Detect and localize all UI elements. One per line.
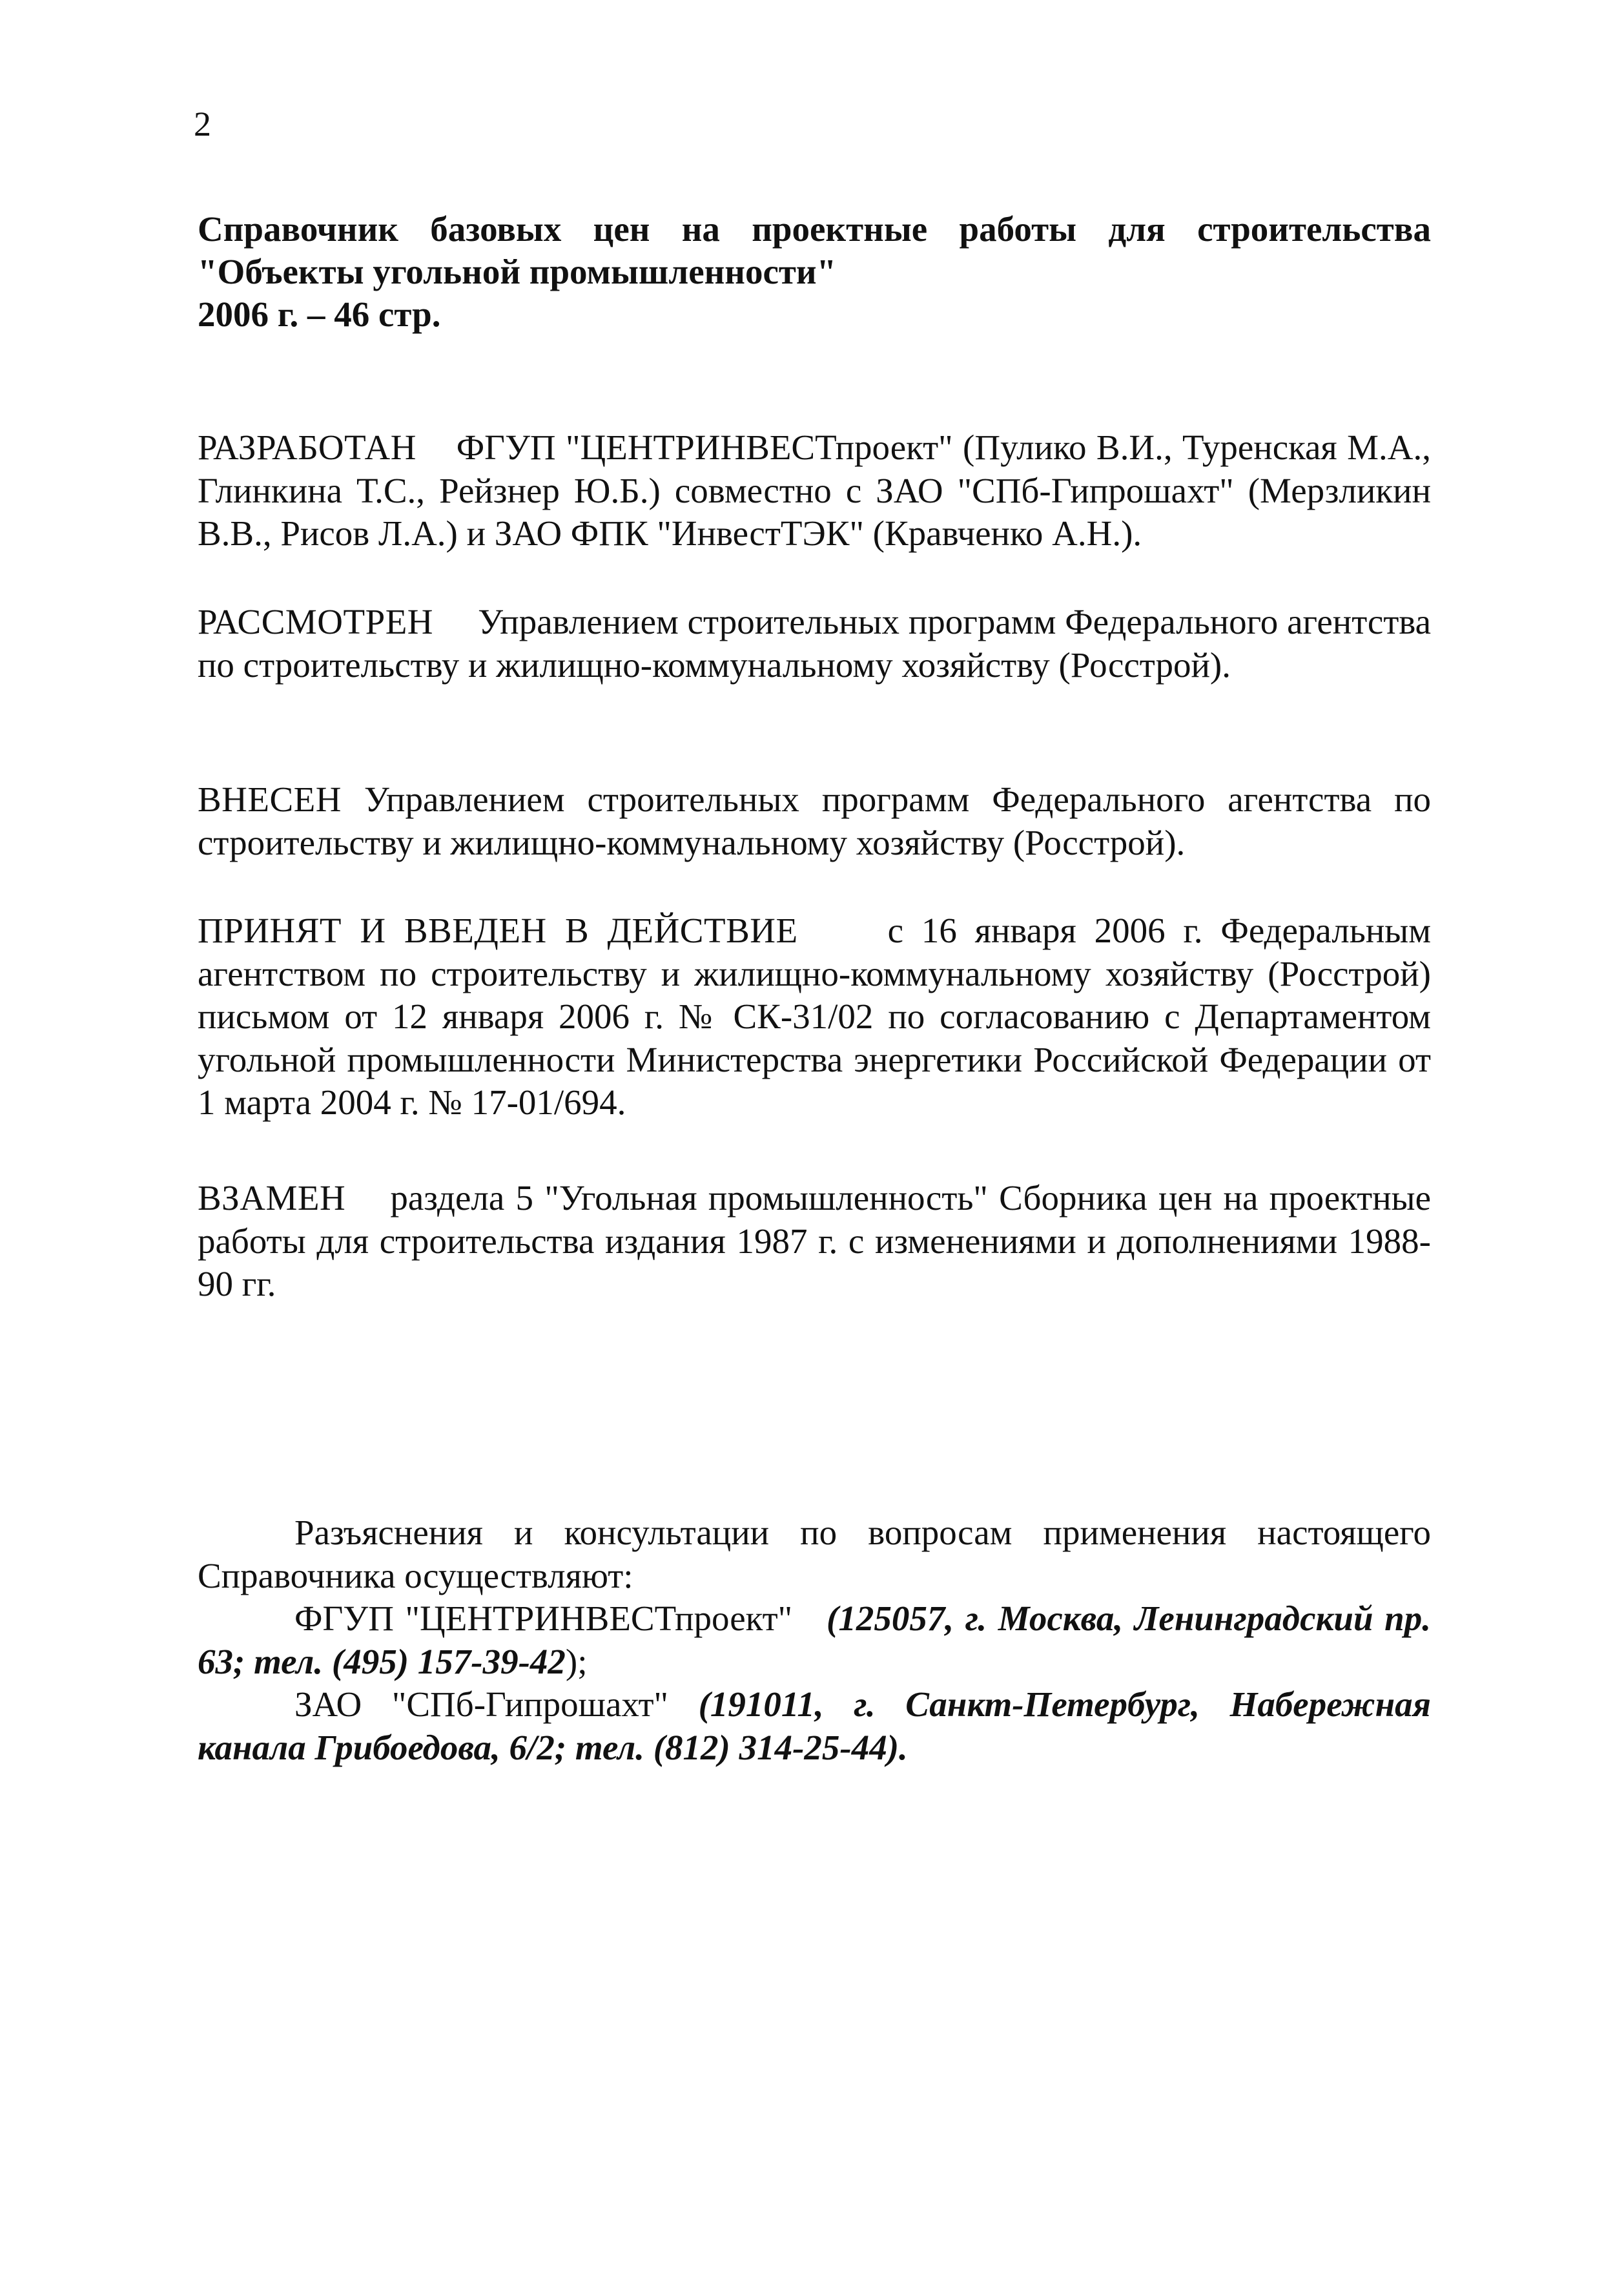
contacts-block — [198, 1511, 1431, 1769]
contacts-intro: Разъяснения и консультации по вопросам применения настоящего Справочника осуществляют: — [198, 1513, 1431, 1595]
contact-org1-address: (125057, г. Москва, Ленинградский пр. 63; тел. (495) 157-39-42 — [198, 1599, 1432, 1681]
section-adopted — [198, 909, 1431, 1124]
section-adopted-lead: ПРИНЯТ И ВВЕДЕН В ДЕЙСТВИЕ — [198, 911, 798, 950]
section-developed-lead: РАЗРАБОТАН — [198, 428, 416, 467]
section-reviewed — [198, 601, 1431, 687]
contact-org1 — [198, 1597, 1431, 1683]
contact-org1-name: ФГУП "ЦЕНТРИНВЕСТпроект" — [294, 1599, 793, 1638]
section-developed — [198, 426, 1431, 555]
document-header — [198, 208, 1431, 336]
section-submitted-lead: ВНЕСЕН — [198, 780, 342, 819]
document-year-pages: 2006 г. – 46 стр. — [198, 295, 441, 334]
section-replaces-lead: ВЗАМЕН — [198, 1178, 346, 1218]
section-reviewed-text: Управлением строительных программ Федерального агентства по строительству и жилищно-коммунальному хозяйству (Росстрой). — [198, 602, 1432, 685]
section-submitted-text: Управлением строительных программ Федерального агентства по строительству и жилищно-коммунальному хозяйству (Росстрой). — [198, 780, 1431, 862]
contact-org1-end: ); — [565, 1641, 588, 1681]
page-number: 2 — [194, 105, 211, 143]
document-subtitle: "Объекты угольной промышленности" — [198, 252, 837, 291]
section-developed-text: ФГУП "ЦЕНТРИНВЕСТпроект" (Пулико В.И., Туренская М.А., Глинкина Т.С., Рейзнер Ю.Б.) совместно с ЗАО "СПб-Гипрошахт" (Мерзликин В.В., Рисов Л.А.) и ЗАО ФПК "ИнвестТЭК" (Кравченко А.Н.). — [198, 428, 1432, 553]
contact-org2 — [198, 1683, 1431, 1769]
contact-org2-address: (191011, г. Санкт-Петербург, Набережная канала Грибоедова, 6/2; тел. (812) 314-25-44). — [198, 1684, 1431, 1767]
document-title: Справочник базовых цен на проектные работы для строительства — [198, 209, 1431, 249]
section-submitted — [198, 778, 1431, 864]
section-replaces-text: раздела 5 "Угольная промышленность" Сборника цен на проектные работы для строительства издания 1987 г. с изменениями и дополнениями 1988-90 гг. — [198, 1178, 1432, 1303]
contact-org2-name: ЗАО "СПб-Гипрошахт" — [294, 1684, 668, 1724]
section-reviewed-lead: РАССМОТРЕН — [198, 602, 434, 641]
section-replaces — [198, 1177, 1431, 1306]
section-adopted-text: с 16 января 2006 г. Федеральным агентством по строительству и жилищно-коммунальному хозяйству (Росстрой) письмом от 12 января 2006 г. № СК-31/02 по согласованию с Департаментом угольной промышленности Министерства энергетики Российской Федерации от 1 марта 2004 г. № 17-01/694. — [198, 911, 1432, 1122]
